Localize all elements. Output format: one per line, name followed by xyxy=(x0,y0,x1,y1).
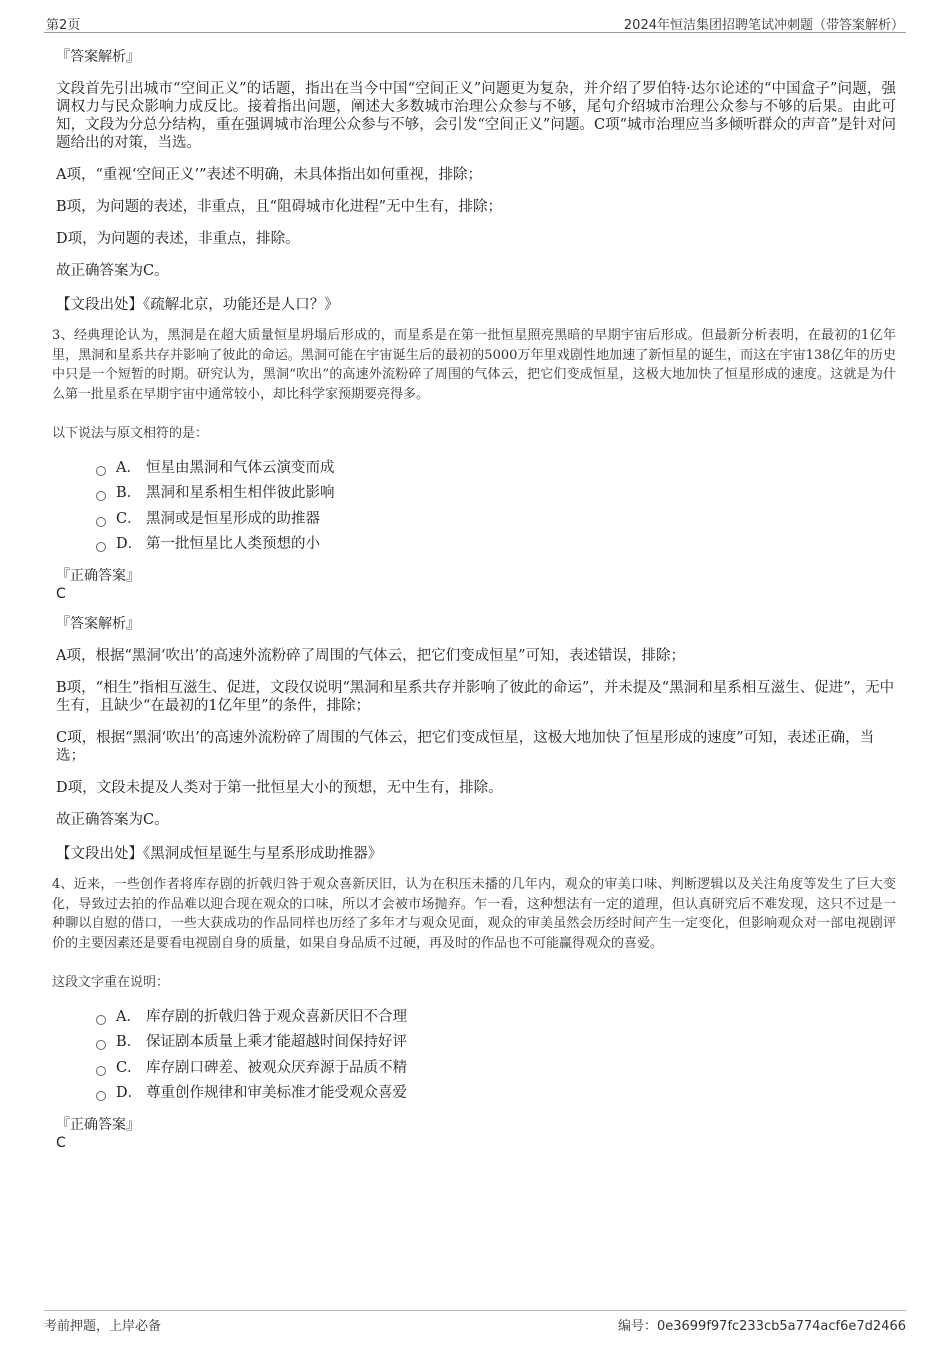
option-a[interactable] xyxy=(96,455,896,481)
question-3-options xyxy=(96,455,896,557)
document-body xyxy=(52,44,896,1152)
correct-answer-value: C xyxy=(56,586,66,602)
option-b[interactable] xyxy=(96,481,896,507)
radio-icon[interactable] xyxy=(96,1066,106,1076)
option-text: 第一批恒星比人类预想的小 xyxy=(146,536,320,553)
correct-answer-value: C xyxy=(56,1135,66,1151)
radio-icon[interactable] xyxy=(96,517,106,527)
analysis-label: 『答案解析』 xyxy=(56,616,140,632)
option-letter: B． xyxy=(116,485,142,502)
option-b[interactable] xyxy=(96,1030,896,1056)
page-footer xyxy=(44,1310,906,1335)
answer-summary: 故正确答案为C。 xyxy=(56,263,169,279)
analysis-line: B项，为问题的表述，非重点，且“阻碍城市化进程”无中生有，排除； xyxy=(56,199,502,215)
option-letter: B． xyxy=(116,1034,142,1051)
question-4-prompt: 这段文字重在说明： xyxy=(52,975,170,990)
radio-icon[interactable] xyxy=(96,542,106,552)
document-title: 2024年恒洁集团招聘笔试冲刺题（带答案解析） xyxy=(623,18,904,33)
analysis-line: D项，文段未提及人类对于第一批恒星大小的预想，无中生有，排除。 xyxy=(56,780,503,796)
option-letter: A． xyxy=(116,459,141,476)
analysis-line: A项，根据“黑洞‘吹出’的高速外流粉碎了周围的气体云，把它们变成恒星”可知，表述错误，排除； xyxy=(56,648,686,664)
page-header xyxy=(44,12,906,33)
option-text: 库存剧口碑差、被观众厌弃源于品质不精 xyxy=(146,1059,407,1076)
correct-answer-label: 『正确答案』 xyxy=(56,1117,140,1133)
option-d[interactable] xyxy=(96,532,896,558)
page-number: 第2页 xyxy=(46,18,81,33)
option-letter: D． xyxy=(116,1085,143,1102)
option-text: 黑洞和星系相生相伴彼此影响 xyxy=(146,485,335,502)
option-d[interactable] xyxy=(96,1081,896,1107)
question-4-text: 4、近来，一些创作者将库存剧的折戟归咎于观众喜新厌旧，认为在积压未播的几年内，观众的审美口味、判断逻辑以及关注角度等发生了巨大变化，导致过去拍的作品难以迎合现在观众的口味，所以才会被市场抛弃。乍一看，这种想法有一定的道理，但认真研究后不难发现，这只不过是一种聊以自慰的借口，一些大获成功的作品同样也历经了多年才与观众见面，观众的审美虽然会历经时间产生一定变化，但影响观众对一部电视剧评价的主要因素还是要看电视剧自身的质量，如果自身品质不过硬，再及时的作品也不可能赢得观众的喜爱。 xyxy=(52,877,896,951)
option-text: 保证剧本质量上乘才能超越时间保持好评 xyxy=(146,1034,407,1051)
correct-answer-label: 『正确答案』 xyxy=(56,568,140,584)
option-letter: A． xyxy=(116,1008,141,1025)
analysis-line: D项，为问题的表述，非重点，排除。 xyxy=(56,231,300,247)
passage-source: 【文段出处】《疏解北京，功能还是人口？》 xyxy=(56,297,339,313)
analysis-paragraph: 文段首先引出城市“空间正义”的话题，指出在当今中国“空间正义”问题更为复杂，并介绍了罗伯特·达尔论述的“中国盒子”问题，强调权力与民众影响力成反比。接着指出问题，阐述大多数城市治理公众参与不够，尾句介绍城市治理公众参与不够的后果。由此可知，文段为分总分结构，重在强调城市治理公众参与不够，会引发“空间正义”问题。C项“城市治理应当多倾听群众的声音”是针对问题给出的对策，当选。 xyxy=(56,81,896,151)
question-3-prompt: 以下说法与原文相符的是： xyxy=(52,426,209,441)
question-4-options xyxy=(96,1004,896,1106)
option-a[interactable] xyxy=(96,1004,896,1030)
option-text: 库存剧的折戟归咎于观众喜新厌旧不合理 xyxy=(146,1008,407,1025)
radio-icon[interactable] xyxy=(96,466,106,476)
option-text: 黑洞或是恒星形成的助推器 xyxy=(146,510,320,527)
analysis-line: C项，根据“黑洞‘吹出’的高速外流粉碎了周围的气体云，把它们变成恒星，这极大地加快了恒星形成的速度”可知，表述正确，当选； xyxy=(56,730,875,764)
radio-icon[interactable] xyxy=(96,491,106,501)
option-text: 恒星由黑洞和气体云演变而成 xyxy=(146,459,335,476)
option-c[interactable] xyxy=(96,506,896,532)
option-letter: C． xyxy=(116,1059,142,1076)
option-text: 尊重创作规律和审美标准才能受观众喜爱 xyxy=(146,1085,407,1102)
passage-source: 【文段出处】《黑洞成恒星诞生与星系形成助推器》 xyxy=(56,846,383,862)
option-letter: C． xyxy=(116,510,142,527)
analysis-line: B项，“相生”指相互滋生、促进，文段仅说明“黑洞和星系共存并影响了彼此的命运”，并未提及“黑洞和星系相互滋生、促进”，无中生有，且缺少“在最初的1亿年里”的条件，排除； xyxy=(56,680,895,714)
radio-icon[interactable] xyxy=(96,1091,106,1101)
document-id: 编号：0e3699f97fc233cb5a774acf6e7d2466 xyxy=(617,1319,906,1334)
analysis-line: A项，“重视‘空间正义’”表述不明确，未具体指出如何重视，排除； xyxy=(56,167,483,183)
question-3-text: 3、经典理论认为，黑洞是在超大质量恒星坍塌后形成的，而星系是在第一批恒星照亮黑暗的早期宇宙后形成。但最新分析表明，在最初的1亿年里，黑洞和星系共存并影响了彼此的命运。黑洞可能在宇宙诞生后的最初的5000万年里戏剧性地加速了新恒星的诞生，而这在宇宙138亿年的历史中只是一个短暂的时期。研究认为，黑洞“吹出”的高速外流粉碎了周围的气体云，把它们变成恒星，这极大地加快了恒星形成的速度。这就是为什么第一批星系在早期宇宙中通常较小，却比科学家预期要亮得多。 xyxy=(52,328,896,402)
option-letter: D． xyxy=(116,536,143,553)
option-c[interactable] xyxy=(96,1055,896,1081)
radio-icon[interactable] xyxy=(96,1040,106,1050)
answer-summary: 故正确答案为C。 xyxy=(56,812,169,828)
radio-icon[interactable] xyxy=(96,1015,106,1025)
analysis-label: 『答案解析』 xyxy=(56,49,140,65)
footer-slogan: 考前押题，上岸必备 xyxy=(44,1319,162,1334)
